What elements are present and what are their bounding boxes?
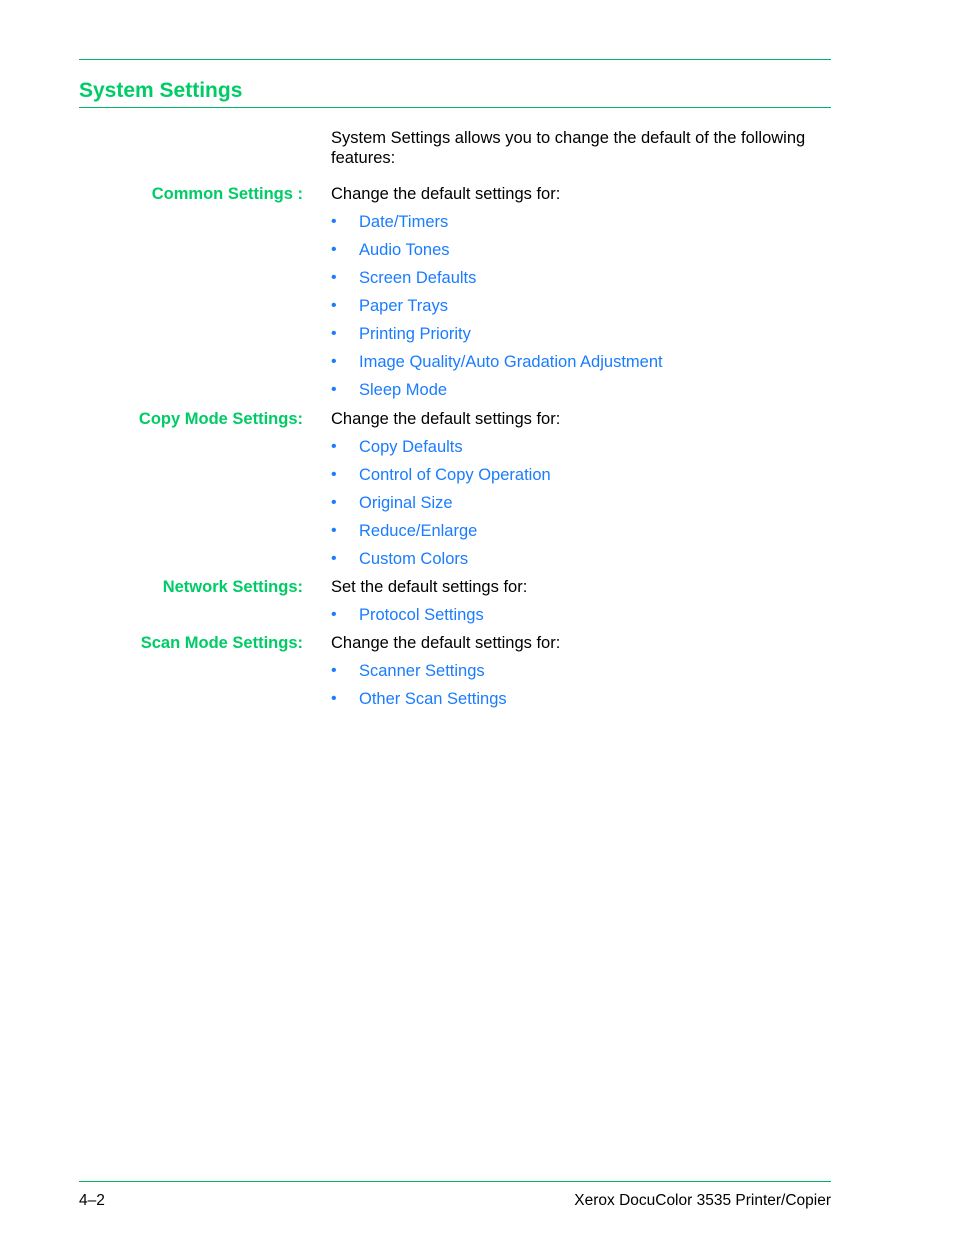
section-label: Scan Mode Settings: — [140, 634, 303, 652]
bullet-icon: • — [331, 522, 337, 539]
page-title: System Settings — [79, 79, 243, 102]
footer-product-name: Xerox DocuColor 3535 Printer/Copier — [574, 1192, 831, 1209]
link-copy-defaults[interactable]: Copy Defaults — [359, 438, 463, 456]
bullet-icon: • — [331, 466, 337, 483]
link-paper-trays[interactable]: Paper Trays — [359, 297, 448, 315]
bullet-icon: • — [331, 297, 337, 314]
title-rule — [79, 107, 831, 108]
link-date-timers[interactable]: Date/Timers — [359, 213, 449, 231]
footer-rule — [79, 1181, 831, 1182]
link-original-size[interactable]: Original Size — [359, 494, 453, 512]
link-custom-colors[interactable]: Custom Colors — [359, 550, 469, 568]
bullet-icon: • — [331, 213, 337, 230]
link-control-of-copy-operation[interactable]: Control of Copy Operation — [359, 466, 551, 484]
link-other-scan-settings[interactable]: Other Scan Settings — [359, 690, 507, 708]
intro-text: System Settings allows you to change the default of the following features: — [331, 129, 806, 167]
bullet-icon: • — [331, 494, 337, 511]
link-reduce-enlarge[interactable]: Reduce/Enlarge — [359, 522, 478, 540]
top-rule — [79, 59, 831, 60]
bullet-icon: • — [331, 269, 337, 286]
bullet-icon: • — [331, 325, 337, 342]
section-label: Copy Mode Settings: — [138, 410, 303, 428]
link-printing-priority[interactable]: Printing Priority — [359, 325, 471, 343]
section-label: Common Settings : — [151, 185, 303, 203]
link-scanner-settings[interactable]: Scanner Settings — [359, 662, 485, 680]
bullet-icon: • — [331, 606, 337, 623]
bullet-icon: • — [331, 381, 337, 398]
section-intro: Change the default settings for: — [331, 185, 561, 203]
section-intro: Change the default settings for: — [331, 410, 561, 428]
bullet-icon: • — [331, 353, 337, 370]
section-label: Network Settings: — [162, 578, 303, 596]
bullet-icon: • — [331, 690, 337, 707]
link-protocol-settings[interactable]: Protocol Settings — [359, 606, 484, 624]
link-screen-defaults[interactable]: Screen Defaults — [359, 269, 477, 287]
link-sleep-mode[interactable]: Sleep Mode — [359, 381, 448, 399]
bullet-icon: • — [331, 550, 337, 567]
page-number: 4–2 — [79, 1192, 105, 1209]
link-image-quality[interactable]: Image Quality/Auto Gradation Adjustment — [359, 353, 663, 371]
section-intro: Set the default settings for: — [331, 578, 528, 596]
bullet-icon: • — [331, 438, 337, 455]
section-intro: Change the default settings for: — [331, 634, 561, 652]
bullet-icon: • — [331, 241, 337, 258]
link-audio-tones[interactable]: Audio Tones — [359, 241, 450, 259]
bullet-icon: • — [331, 662, 337, 679]
